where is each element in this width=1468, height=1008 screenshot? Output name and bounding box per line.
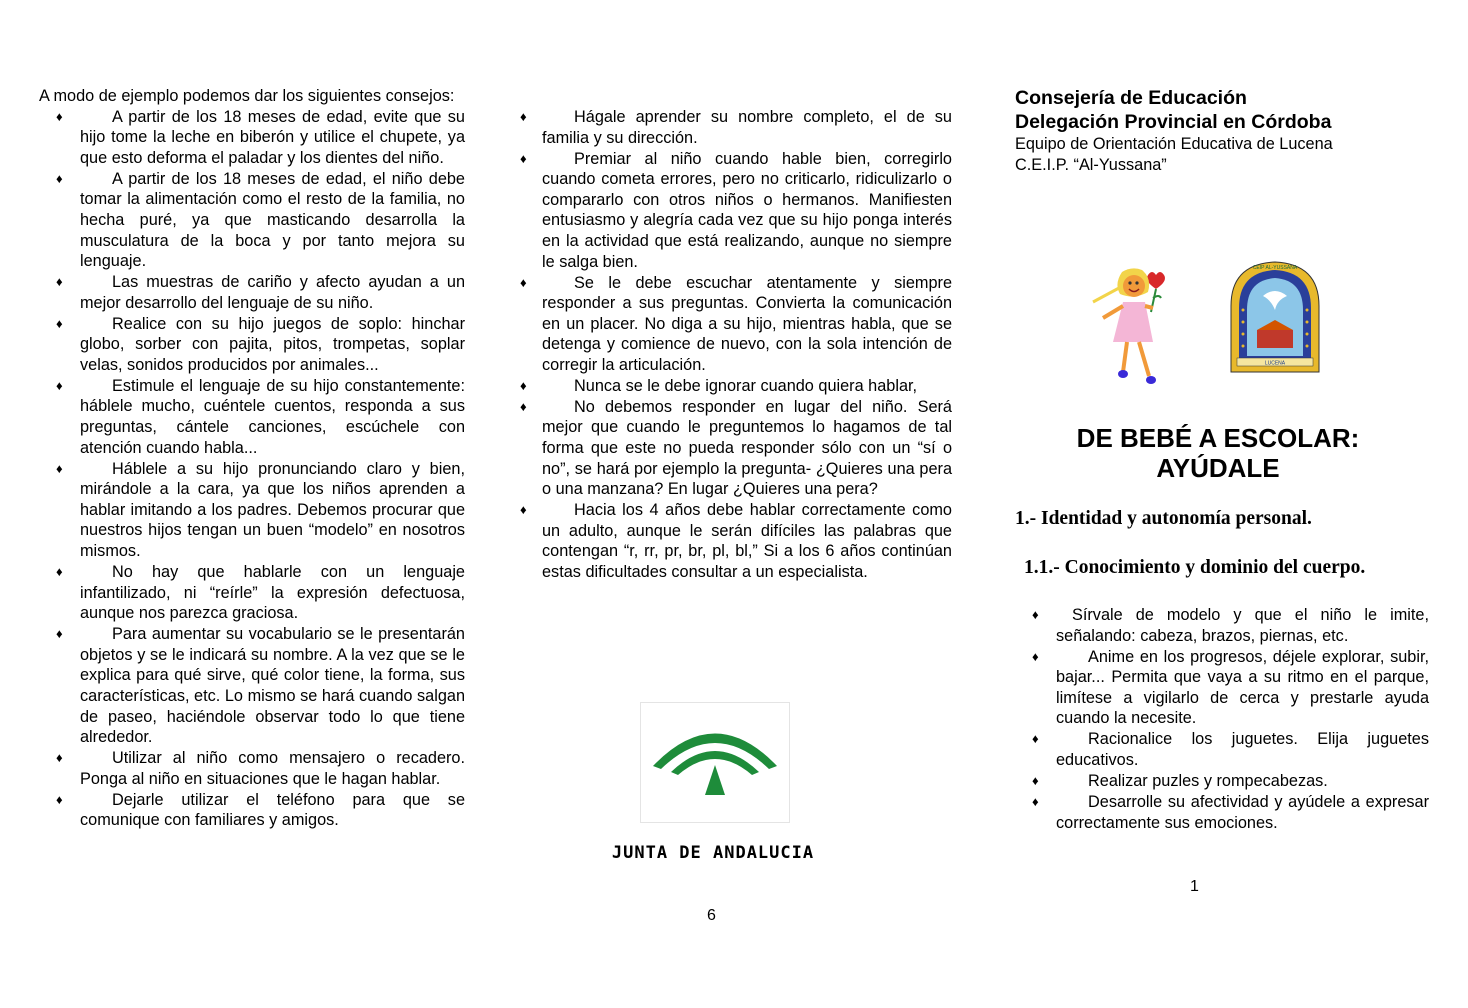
bullet-icon: ♦ xyxy=(56,315,63,331)
bullet-icon: ♦ xyxy=(520,109,527,124)
junta-andalucia-logo xyxy=(640,702,790,823)
page-number: 1 xyxy=(1190,878,1199,895)
bullet-icon: ♦ xyxy=(56,274,63,290)
page-title: DE BEBÉ A ESCOLAR: AYÚDALE xyxy=(1076,423,1360,483)
advice-list-middle xyxy=(520,107,952,583)
bullet-icon: ♦ xyxy=(1032,731,1039,747)
list-item: ♦ Utilizar al niño como mensajero o recadero. Ponga al niño en situaciones que le hagan hablar. xyxy=(56,749,465,788)
bullet-icon: ♦ xyxy=(56,750,63,766)
list-item: ♦ Racionalice los juguetes. Elija juguetes educativos. xyxy=(1032,730,1429,769)
bullet-icon: ♦ xyxy=(56,377,63,393)
advice-list-right xyxy=(1015,605,1429,833)
svg-text:CEIP AL-YUSSANA: CEIP AL-YUSSANA xyxy=(1252,265,1298,271)
junta-arches-icon xyxy=(641,703,789,822)
list-item: ♦ Las muestras de cariño y afecto ayudan a un mejor desarrollo del lenguaje de su niño. xyxy=(56,273,465,312)
bullet-icon: ♦ xyxy=(520,150,527,166)
page-number: 6 xyxy=(707,907,716,924)
bullet-icon: ♦ xyxy=(56,460,63,476)
list-item: ♦ Nunca se le debe ignorar cuando quiera hablar, xyxy=(520,376,918,395)
bullet-icon: ♦ xyxy=(56,626,63,642)
section-heading: 1.- Identidad y autonomía personal. xyxy=(1015,508,1312,529)
bullet-icon: ♦ xyxy=(56,791,63,807)
list-item: ♦ A partir de los 18 meses de edad, el niño debe tomar la alimentación como el resto de la familia, no hecha puré, ya que masticando desarrolla la musculatura de la boca y por tanto mejora su lenguaje. xyxy=(56,169,465,271)
org-title-line2: Delegación Provincial en Córdoba xyxy=(1015,111,1332,133)
svg-text:LUCENA: LUCENA xyxy=(1264,360,1286,367)
list-item: ♦ Dejarle utilizar el teléfono para que se comunique con familiares y amigos. xyxy=(56,790,465,830)
list-item: ♦ Hágale aprender su nombre completo, el de su familia y su dirección. xyxy=(520,108,952,147)
list-item: ♦ Realice con su hijo juegos de soplo: hinchar globo, sorber con pajita, pitos, trompetas, soplar velas, sonidos producidos por animales... xyxy=(56,314,465,374)
list-item: ♦ Háblele a su hijo pronunciando claro y bien, mirándole a la cara, ya que los niños aprenden a hablar imitando a los padres. Debemos procurar que nuestros hijos tengan un buen “modelo” en nosotros mismos. xyxy=(56,459,465,561)
team-name: Equipo de Orientación Educativa de Lucena xyxy=(1015,135,1333,153)
list-item: ♦ Sírvale de modelo y que el niño le imite, señalando: cabeza, brazos, piernas, etc. xyxy=(1032,606,1429,645)
cover-header xyxy=(1015,86,1431,175)
bullet-icon: ♦ xyxy=(56,108,63,124)
school-name: C.E.I.P. “Al-Yussana” xyxy=(1015,155,1167,174)
bullet-icon: ♦ xyxy=(520,274,527,290)
bullet-icon: ♦ xyxy=(1032,648,1039,664)
list-item: ♦ No debemos responder en lugar del niño. Será mejor que cuando le preguntemos lo hagamos de tal forma que este no pueda responder sólo con un “sí o no”, se hará por ejemplo la pregunta- ¿Quieres una pera o una manzana? En lugar ¿Quieres una pera? xyxy=(520,397,952,499)
list-item: ♦ A partir de los 18 meses de edad, evite que su hijo tome la leche en biberón y utilice el chupete, ya que esto deforma el paladar y los dientes del niño. xyxy=(56,107,465,167)
bullet-icon: ♦ xyxy=(520,502,527,518)
bullet-icon: ♦ xyxy=(520,398,527,414)
cover-illustrations xyxy=(1085,265,1325,390)
junta-andalucia-text: JUNTA DE ANDALUCIA xyxy=(611,843,815,863)
school-emblem-icon xyxy=(1227,260,1323,376)
bullet-icon: ♦ xyxy=(56,564,63,579)
list-item: ♦ Premiar al niño cuando hable bien, corregirlo cuando cometa errores, pero no criticarlo, ridiculizarlo o compararlo con otros niños o hermanos. Manifiesten entusiasmo y alegría cada vez que su hijo ponga interés en la actividad que está realizando, aunque no siempre le salga bien. xyxy=(520,149,952,271)
bullet-icon: ♦ xyxy=(520,377,527,393)
bullet-icon: ♦ xyxy=(1032,772,1039,788)
left-column xyxy=(39,86,465,831)
middle-column xyxy=(520,107,952,583)
list-item: ♦ Se le debe escuchar atentamente y siempre responder a sus preguntas. Convierta la comunicación en un placer. No diga a su hijo, mientras habla, que se detenga y comience de nuevo, con la sola intención de corregir la articulación. xyxy=(520,273,952,374)
list-item: ♦ Desarrolle su afectividad y ayúdele a expresar correctamente sus emociones. xyxy=(1032,792,1429,832)
list-item: ♦ Anime en los progresos, déjele explorar, subir, bajar... Permita que vaya a su ritmo en el parque, limítese a vigilarlo de cerca y prestarle ayuda cuando la necesite. xyxy=(1032,647,1429,728)
list-item: ♦ Estimule el lenguaje de su hijo constantemente: háblele mucho, cuéntele cuentos, responda a sus preguntas, cántele canciones, escúchele con atención cuando habla... xyxy=(56,376,465,457)
org-title-line1: Consejería de Educación xyxy=(1015,87,1247,109)
bullet-icon: ♦ xyxy=(1032,607,1039,622)
list-item: ♦ Hacia los 4 años debe hablar correctamente como un adulto, aunque le serán difíciles las palabras que contengan “r, rr, pr, br, pl, bl,” Si a los 6 años continúan estas dificultades consultar a un especialista. xyxy=(520,501,952,582)
bullet-icon: ♦ xyxy=(56,170,63,186)
list-item: ♦ No hay que hablarle con un lenguaje infantilizado, ni “reírle” la expresión defectuosa, aunque nos parezca graciosa. xyxy=(56,563,465,623)
list-item: ♦ Para aumentar su vocabulario se le presentarán objetos y se le indicará su nombre. A la vez que se le explica para qué sirve, qué color tiene, la forma, sus características, etc. Lo mismo se hará cuando salgan de paseo, haciéndole observar todo lo que tiene alrededor. xyxy=(56,625,465,747)
bullet-icon: ♦ xyxy=(1032,793,1039,809)
subsection-heading: 1.1.- Conocimiento y dominio del cuerpo. xyxy=(1024,557,1366,578)
advice-list-left xyxy=(39,107,465,831)
intro-text: A modo de ejemplo podemos dar los siguientes consejos: xyxy=(39,87,455,105)
list-item: ♦ Realizar puzles y rompecabezas. xyxy=(1032,771,1328,790)
